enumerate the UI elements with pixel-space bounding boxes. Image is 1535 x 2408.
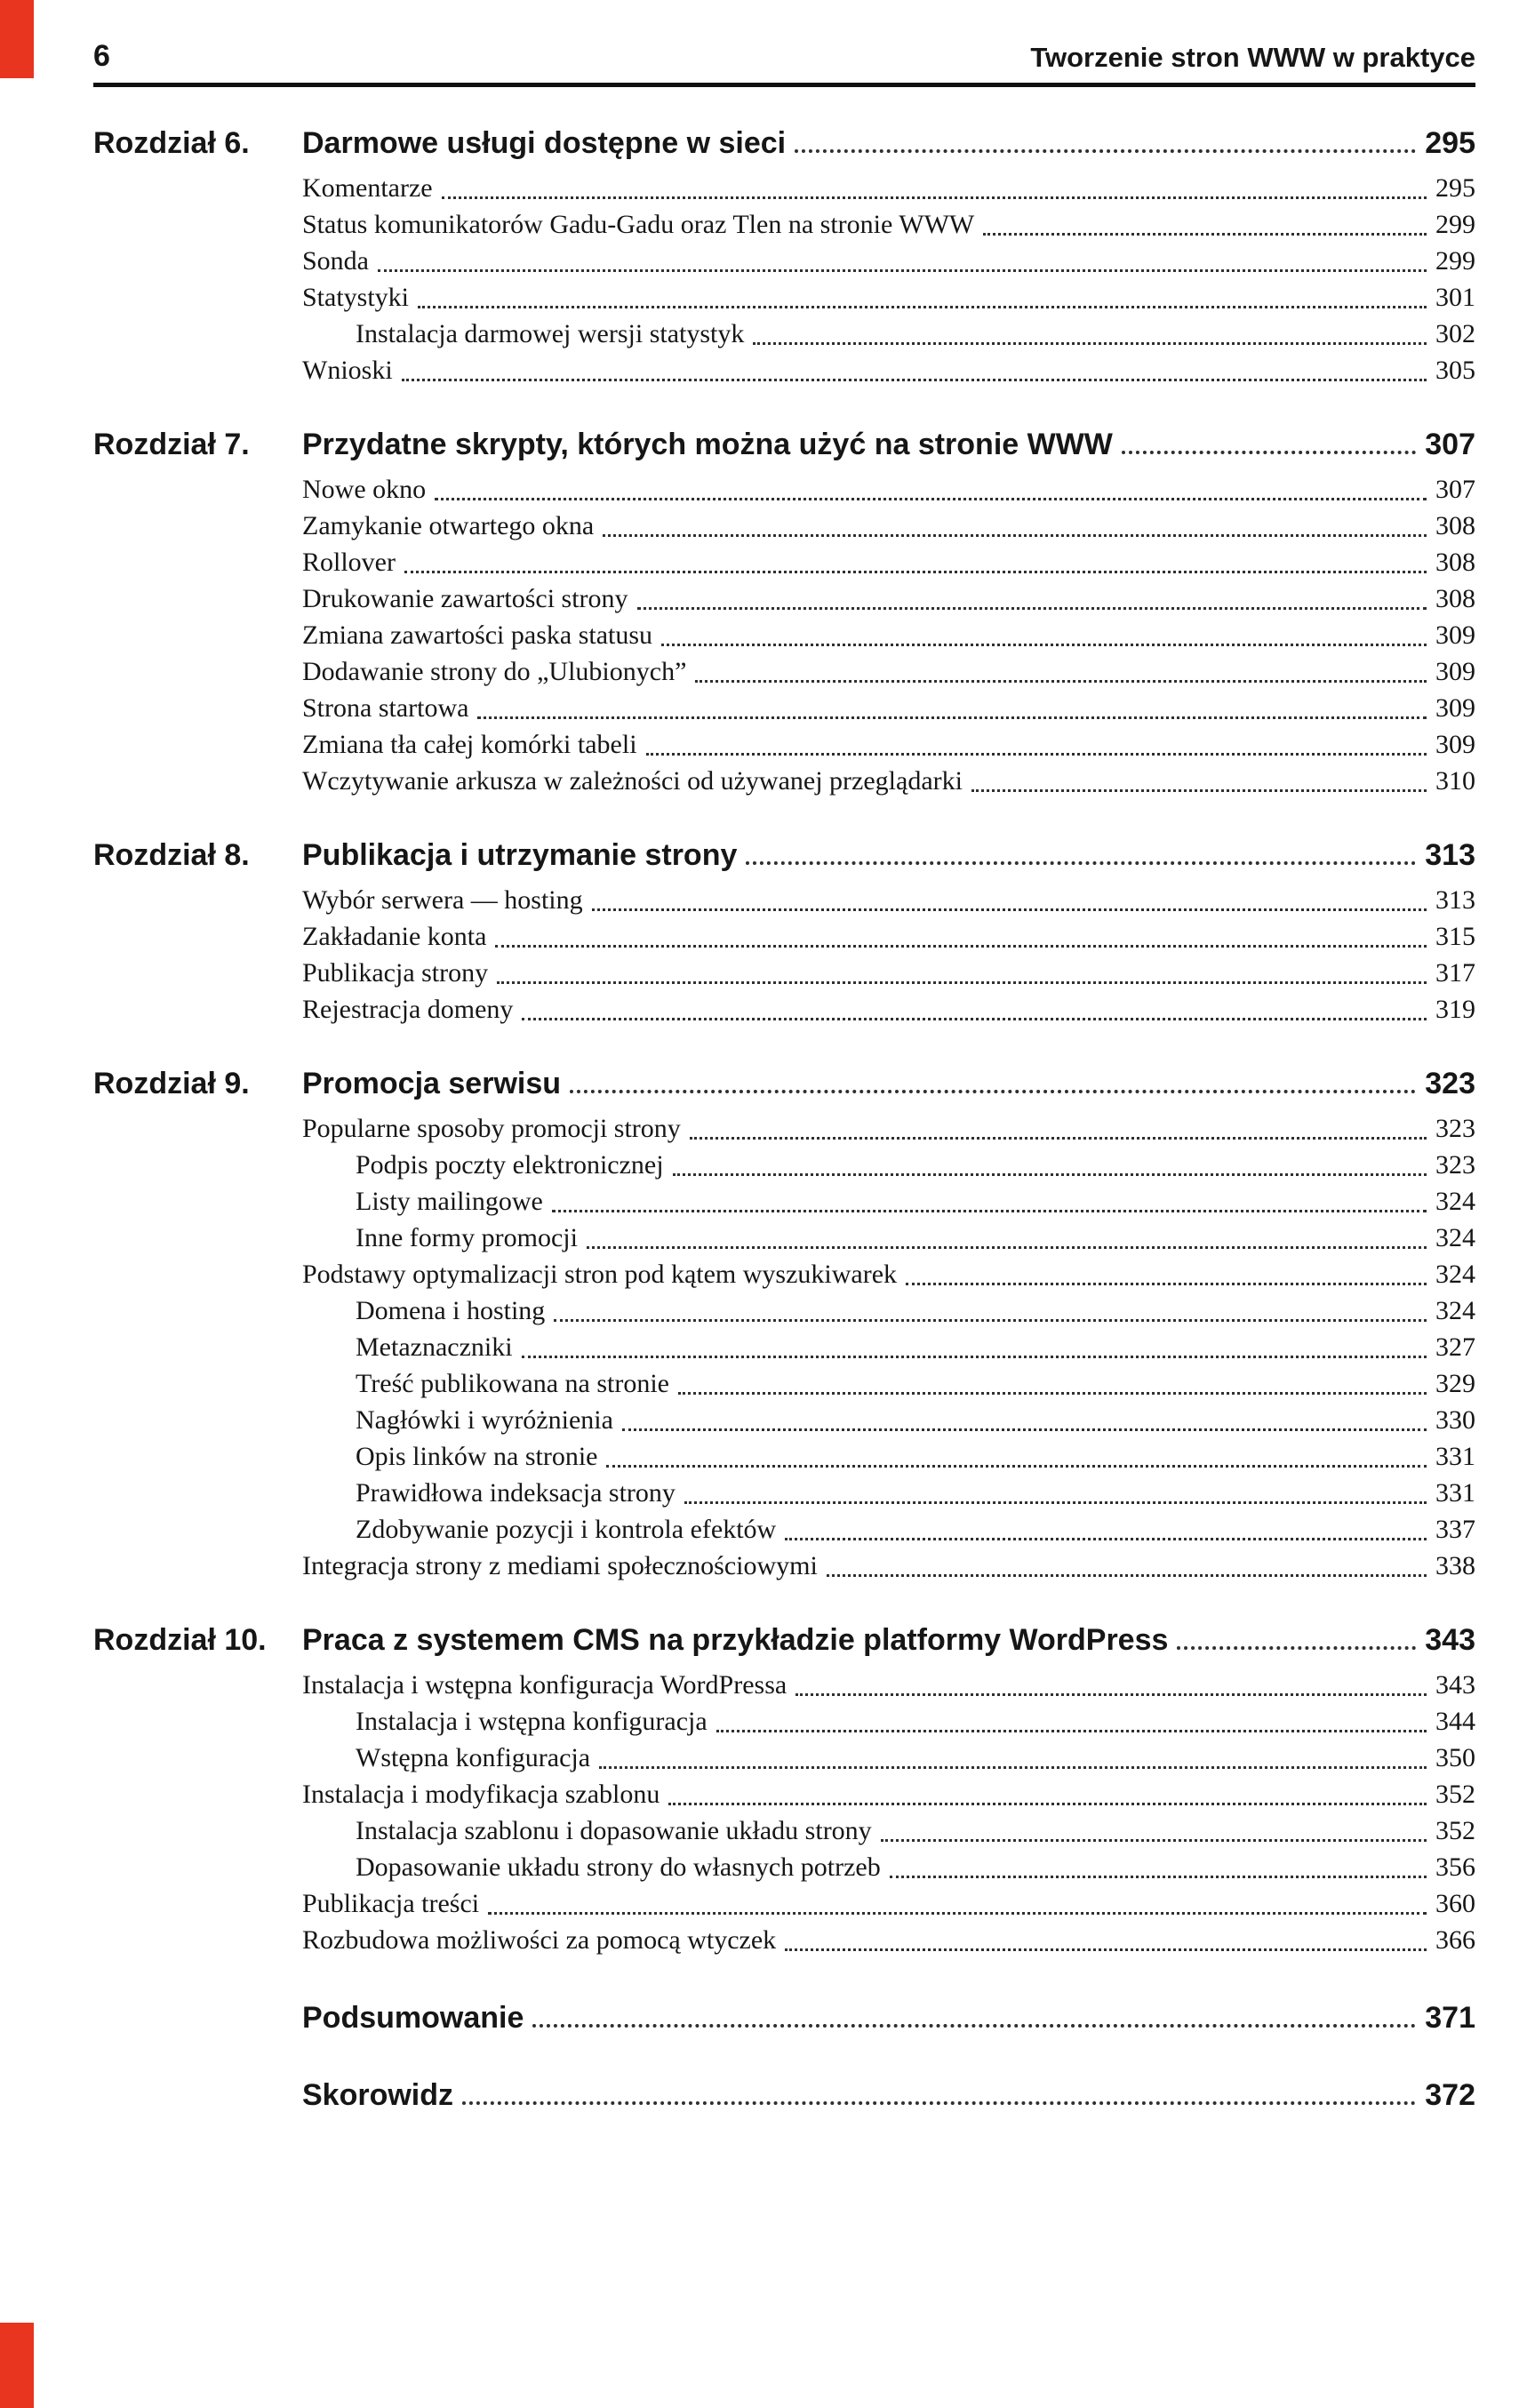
entry-page-number: 337 <box>1435 1515 1475 1544</box>
chapter-title: Przydatne skrypty, których można użyć na stronie WWW <box>302 428 1113 461</box>
dot-leader <box>495 945 1427 948</box>
page-header <box>93 39 1475 87</box>
entry-title: Listy mailingowe <box>356 1187 543 1216</box>
toc-entry <box>93 1849 1475 1885</box>
entry-title: Sonda <box>302 246 369 276</box>
entry-page-number: 356 <box>1435 1852 1475 1882</box>
entry-page-number: 324 <box>1435 1187 1475 1216</box>
entry-title: Nagłówki i wyróżnienia <box>356 1405 613 1435</box>
dot-leader <box>795 149 1416 153</box>
entry-page-number: 309 <box>1435 657 1475 686</box>
entry-title: Status komunikatorów Gadu-Gadu oraz Tlen na stronie WWW <box>302 210 975 239</box>
toc-entry <box>93 1511 1475 1548</box>
toc-entry <box>93 1740 1475 1776</box>
toc-entry <box>93 882 1475 918</box>
toc-entry <box>93 1256 1475 1292</box>
entry-title: Komentarze <box>302 173 433 203</box>
chapter-page-number: 313 <box>1425 838 1475 872</box>
entry-page-number: 319 <box>1435 995 1475 1024</box>
dot-leader <box>402 379 1427 381</box>
toc-entry <box>93 1183 1475 1220</box>
chapter-page-number: 307 <box>1425 428 1475 461</box>
book-cover-edge-bottom <box>0 2323 34 2408</box>
toc-entry <box>93 1438 1475 1475</box>
entry-page-number: 331 <box>1435 1478 1475 1508</box>
toc-section <box>93 1067 1475 1584</box>
dot-leader <box>716 1730 1427 1732</box>
entry-title: Instalacja i wstępna konfiguracja WordPressa <box>302 1670 787 1700</box>
toc-entry <box>93 580 1475 617</box>
toc-entry <box>93 1475 1475 1511</box>
entry-title: Rozbudowa możliwości za pomocą wtyczek <box>302 1925 777 1955</box>
entry-page-number: 309 <box>1435 693 1475 723</box>
toc-entry <box>93 1402 1475 1438</box>
entry-page-number: 313 <box>1435 885 1475 915</box>
dot-leader <box>795 1693 1427 1696</box>
toc-entry <box>93 991 1475 1028</box>
entry-page-number: 324 <box>1435 1223 1475 1252</box>
dot-leader <box>1122 451 1416 454</box>
toc-entry <box>93 1922 1475 1958</box>
dot-leader <box>603 534 1427 537</box>
toc-entry <box>93 1220 1475 1256</box>
entry-title: Wybór serwera — hosting <box>302 885 583 915</box>
dot-leader <box>599 1766 1427 1769</box>
entry-page-number: 327 <box>1435 1332 1475 1362</box>
book-cover-edge-top <box>0 0 34 78</box>
entry-page-number: 344 <box>1435 1707 1475 1736</box>
table-of-contents <box>93 126 1475 2113</box>
chapter-page-number: 295 <box>1425 126 1475 160</box>
chapter-label: Rozdział 8. <box>93 838 250 872</box>
entry-page-number: 308 <box>1435 548 1475 577</box>
entry-page-number: 352 <box>1435 1780 1475 1809</box>
chapter-page-number: 343 <box>1425 1623 1475 1657</box>
entry-title: Instalacja i modyfikacja szablonu <box>302 1780 660 1809</box>
dot-leader <box>462 2101 1416 2105</box>
entry-page-number: 295 <box>1435 173 1475 203</box>
chapter-heading <box>93 838 1475 873</box>
entry-page-number: 343 <box>1435 1670 1475 1700</box>
entry-title: Nowe okno <box>302 475 427 504</box>
toc-entry <box>93 1703 1475 1740</box>
dot-leader <box>522 1018 1427 1020</box>
entry-title: Popularne sposoby promocji strony <box>302 1114 681 1143</box>
dot-leader <box>587 1246 1427 1249</box>
dot-leader <box>532 2024 1416 2028</box>
entry-title: Rollover <box>302 548 396 577</box>
dot-leader <box>646 753 1427 756</box>
dot-leader <box>746 861 1416 865</box>
dot-leader <box>622 1428 1427 1431</box>
dot-leader <box>890 1876 1427 1878</box>
toc-entry <box>93 653 1475 690</box>
entry-page-number: 323 <box>1435 1114 1475 1143</box>
chapter-title: Promocja serwisu <box>302 1067 562 1100</box>
running-title: Tworzenie stron WWW w praktyce <box>1030 42 1475 73</box>
dot-leader <box>753 342 1427 345</box>
footer-entry-title: Skorowidz <box>302 2078 454 2112</box>
dot-leader <box>906 1283 1427 1285</box>
dot-leader <box>881 1839 1427 1842</box>
dot-leader <box>606 1465 1427 1468</box>
entry-page-number: 301 <box>1435 283 1475 312</box>
dot-leader <box>404 571 1427 573</box>
dot-leader <box>442 196 1427 199</box>
chapter-page-number: 323 <box>1425 1067 1475 1100</box>
entry-title: Podstawy optymalizacji stron pod kątem wyszukiwarek <box>302 1260 898 1289</box>
entry-page-number: 305 <box>1435 356 1475 385</box>
toc-entry <box>93 243 1475 279</box>
entry-page-number: 324 <box>1435 1296 1475 1325</box>
chapter-title: Publikacja i utrzymanie strony <box>302 838 738 872</box>
toc-entry <box>93 1885 1475 1922</box>
footer-entry-page-number: 372 <box>1425 2078 1475 2112</box>
entry-title: Instalacja szablonu i dopasowanie układu strony <box>356 1816 872 1845</box>
dot-leader <box>522 1356 1427 1358</box>
chapter-label: Rozdział 6. <box>93 126 250 160</box>
dot-leader <box>570 1090 1416 1093</box>
toc-entry <box>93 508 1475 544</box>
toc-entry <box>93 206 1475 243</box>
dot-leader <box>684 1501 1427 1504</box>
entry-page-number: 317 <box>1435 958 1475 988</box>
dot-leader <box>690 1137 1427 1140</box>
chapter-title: Darmowe usługi dostępne w sieci <box>302 126 787 160</box>
entry-title: Zmiana tła całej komórki tabeli <box>302 730 637 759</box>
dot-leader <box>552 1210 1427 1212</box>
entry-title: Dodawanie strony do „Ulubionych” <box>302 657 687 686</box>
toc-entry <box>93 471 1475 508</box>
toc-entry <box>93 690 1475 726</box>
toc-entry <box>93 1110 1475 1147</box>
dot-leader <box>983 233 1427 236</box>
dot-leader <box>488 1912 1427 1915</box>
entry-page-number: 323 <box>1435 1150 1475 1180</box>
entry-title: Zmiana zawartości paska statusu <box>302 620 653 650</box>
entry-title: Metaznaczniki <box>356 1332 513 1362</box>
entry-title: Opis linków na stronie <box>356 1442 598 1471</box>
toc-entry <box>93 1812 1475 1849</box>
toc-entry <box>93 726 1475 763</box>
entry-page-number: 350 <box>1435 1743 1475 1772</box>
entry-page-number: 330 <box>1435 1405 1475 1435</box>
toc-entry <box>93 918 1475 955</box>
toc-entry <box>93 352 1475 388</box>
entry-title: Inne formy promocji <box>356 1223 578 1252</box>
chapter-heading <box>93 1067 1475 1101</box>
toc-section <box>93 126 1475 388</box>
entry-title: Rejestracja domeny <box>302 995 514 1024</box>
entry-title: Drukowanie zawartości strony <box>302 584 628 613</box>
toc-entry <box>93 955 1475 991</box>
dot-leader <box>678 1392 1427 1395</box>
entry-page-number: 324 <box>1435 1260 1475 1289</box>
entry-page-number: 308 <box>1435 511 1475 540</box>
entry-page-number: 329 <box>1435 1369 1475 1398</box>
entry-page-number: 302 <box>1435 319 1475 348</box>
entry-title: Treść publikowana na stronie <box>356 1369 669 1398</box>
toc-footer-entry <box>93 2078 1475 2113</box>
toc-entry <box>93 1776 1475 1812</box>
toc-entry <box>93 1365 1475 1402</box>
dot-leader <box>785 1538 1427 1540</box>
entry-page-number: 307 <box>1435 475 1475 504</box>
dot-leader <box>661 644 1427 646</box>
entry-title: Statystyki <box>302 283 410 312</box>
dot-leader <box>695 680 1427 683</box>
entry-page-number: 315 <box>1435 922 1475 951</box>
dot-leader <box>637 607 1427 610</box>
toc-entry <box>93 1667 1475 1703</box>
chapter-heading <box>93 1623 1475 1658</box>
entry-title: Wczytywanie arkusza w zależności od używanej przeglądarki <box>302 766 963 796</box>
entry-title: Wstępna konfiguracja <box>356 1743 591 1772</box>
chapter-heading <box>93 428 1475 462</box>
toc-entry <box>93 1147 1475 1183</box>
dot-leader <box>497 981 1427 984</box>
entry-title: Publikacja strony <box>302 958 489 988</box>
dot-leader <box>1177 1646 1416 1650</box>
entry-title: Instalacja i wstępna konfiguracja <box>356 1707 708 1736</box>
toc-entry <box>93 1329 1475 1365</box>
toc-footer-entry <box>93 2001 1475 2036</box>
entry-page-number: 299 <box>1435 246 1475 276</box>
entry-page-number: 338 <box>1435 1551 1475 1580</box>
entry-title: Domena i hosting <box>356 1296 546 1325</box>
entry-page-number: 308 <box>1435 584 1475 613</box>
chapter-label: Rozdział 7. <box>93 428 250 461</box>
entry-title: Integracja strony z mediami społecznościowymi <box>302 1551 818 1580</box>
entry-title: Zdobywanie pozycji i kontrola efektów <box>356 1515 777 1544</box>
entry-title: Instalacja darmowej wersji statystyk <box>356 319 745 348</box>
entry-page-number: 299 <box>1435 210 1475 239</box>
toc-entry <box>93 1548 1475 1584</box>
entry-page-number: 309 <box>1435 620 1475 650</box>
dot-leader <box>477 716 1427 719</box>
dot-leader <box>435 498 1427 500</box>
dot-leader <box>592 908 1427 911</box>
dot-leader <box>785 1948 1427 1951</box>
toc-entry <box>93 544 1475 580</box>
entry-title: Zamykanie otwartego okna <box>302 511 595 540</box>
dot-leader <box>418 306 1427 308</box>
footer-entry-title: Podsumowanie <box>302 2001 524 2035</box>
entry-page-number: 310 <box>1435 766 1475 796</box>
entry-page-number: 352 <box>1435 1816 1475 1845</box>
entry-page-number: 366 <box>1435 1925 1475 1955</box>
chapter-title: Praca z systemem CMS na przykładzie platformy WordPress <box>302 1623 1169 1657</box>
dot-leader <box>378 269 1427 272</box>
entry-title: Podpis poczty elektronicznej <box>356 1150 664 1180</box>
entry-page-number: 309 <box>1435 730 1475 759</box>
entry-page-number: 331 <box>1435 1442 1475 1471</box>
toc-entry <box>93 1292 1475 1329</box>
entry-title: Strona startowa <box>302 693 469 723</box>
entry-title: Zakładanie konta <box>302 922 487 951</box>
toc-section <box>93 838 1475 1028</box>
toc-entry <box>93 763 1475 799</box>
entry-page-number: 360 <box>1435 1889 1475 1918</box>
chapter-heading <box>93 126 1475 161</box>
entry-title: Prawidłowa indeksacja strony <box>356 1478 676 1508</box>
dot-leader <box>971 789 1427 792</box>
toc-section <box>93 1623 1475 1958</box>
dot-leader <box>554 1319 1427 1322</box>
entry-title: Publikacja treści <box>302 1889 480 1918</box>
toc-entry <box>93 170 1475 206</box>
toc-entry <box>93 617 1475 653</box>
dot-leader <box>673 1173 1427 1176</box>
chapter-label: Rozdział 9. <box>93 1067 250 1100</box>
toc-section <box>93 428 1475 799</box>
dot-leader <box>827 1574 1427 1577</box>
footer-entry-page-number: 371 <box>1425 2001 1475 2035</box>
entry-title: Dopasowanie układu strony do własnych potrzeb <box>356 1852 881 1882</box>
toc-entry <box>93 279 1475 316</box>
entry-title: Wnioski <box>302 356 393 385</box>
dot-leader <box>668 1803 1427 1805</box>
toc-entry <box>93 316 1475 352</box>
chapter-label: Rozdział 10. <box>93 1623 267 1657</box>
page-number: 6 <box>93 39 110 73</box>
